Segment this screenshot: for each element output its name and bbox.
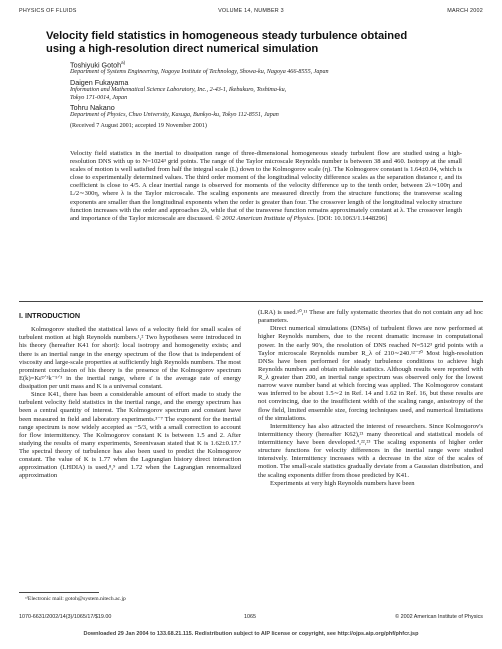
paragraph: Intermittency has also attracted the interest of researchers. Since Kolmogorov's intermittency theory (hereafter K62),²¹ many theoretical and statistical models of intermittency have been developed.⁴,²²,²³ The scaling exponents of higher order structure functions for velocity differences in the inertial range were studied intensively. Intermittency increases with a decrease in the size of the scales of motion. The small-scale statistics gradually deviate from a Gaussian distribution, and the scaling exponents differ from those predicted by K41.: [258, 422, 483, 479]
author-footnote-marker: a): [121, 60, 126, 65]
left-column: [19, 312, 241, 481]
author-name: Daigen Fukayama: [70, 77, 129, 87]
doi: [DOI: 10.1063/1.1448296]: [316, 214, 388, 222]
title-line-2: using a high-resolution direct numerical simulation: [46, 43, 319, 55]
download-notice[interactable]: Downloaded 29 Jan 2004 to 133.68.21.115. Redistribution subject to AIP license or copyright, see http://ojps.aip.org/phf/phfcr.jsp: [83, 631, 419, 637]
author-name: Toshiyuki Gotoh$^{a)}$: [70, 60, 126, 70]
publisher-copyright: © 2002 American Institute of Physics: [395, 614, 483, 620]
author-name: Tohru Nakano: [70, 103, 115, 113]
received-date: (Received 7 August 2001; accepted 19 November 2001): [70, 122, 207, 129]
paragraph: Since K41, there has been a considerable amount of effort made to study the turbulent velocity field statistics in the inertial range, and the energy spectrum has been a central quantity of interest. The Kolmogorov spectrum and constant have been measured in field and laboratory experiments.³⁻⁷ The exponent for the inertial range spectrum is now widely accepted as −5/3, with a small correction to account for flow intermittency. The Kolmogorov constant K is between 1.5 and 2. After studying the results of many experiments, Sreenivasan stated that K is 1.62±0.17.⁷ The spectral theory of turbulence has also been used to predict the Kolmogorov constant. The value of K is 1.77 when the Lagrangian history direct interaction approximation (LHDIA) is used,⁸,⁹ and 1.72 when the Lagrangian renormalized approximation: [19, 391, 241, 480]
paragraph: (LRA) is used.¹⁰,¹¹ These are fully systematic theories that do not contain any ad hoc parameters.: [258, 309, 483, 325]
journal-name: PHYSICS OF FLUIDS: [19, 8, 77, 14]
section-divider: [19, 301, 483, 302]
footnote-email: ᵃ⁾Electronic mail: gotoh@system.nitech.ac.jp: [25, 596, 126, 602]
title-line-1: Velocity field statistics in homogeneous steady turbulence obtained: [46, 30, 408, 42]
author-affiliation: Department of Physics, Chuo University, Kasuga, Bunkyo-ku, Tokyo 112-8551, Japan: [70, 112, 279, 119]
abstract: [70, 150, 462, 223]
copyright-note: © 2002 American Institute of Physics.: [215, 214, 316, 222]
paragraph: Direct numerical simulations (DNSs) of turbulent flows are now performed at higher Reynolds numbers, due to the recent dramatic increase in computational power. In the early 90's, the resolution of DNS reached N=512³ grid points with a Taylor microscale Reynolds number R_λ of 210∼240.¹²⁻²⁰ Most high-resolution DNSs have been performed for steady turbulence conditions to achieve high Reynolds numbers and obtain reliable statistics. Although results were reported with R_λ greater than 200, an inertial range spectrum was observed only for the lowest narrow wave number band at which forcing was applied. The Kolmogorov constant was inferred to be about 1.5∼2 in Ref. 14 and 1.62 in Ref. 16, but these results are not convincing, due to the insufficient width of the scaling range, anisotropy of the flow field, limited ensemble size, forcing techniques used, and numerical limitations of the simulations.: [258, 325, 483, 422]
page-number: 1065: [244, 614, 256, 620]
right-column: [258, 309, 483, 488]
author-block: [70, 58, 470, 130]
section-heading: I. INTRODUCTION: [19, 311, 81, 320]
footnote-divider: [19, 592, 99, 593]
article-code: 1070-6631/2002/14(3)/1065/17/$19.00: [19, 614, 112, 620]
paragraph: Experiments at very high Reynolds numbers have been: [270, 479, 415, 487]
paragraph: Kolmogorov studied the statistical laws of a velocity field for small scales of turbulent motion at high Reynolds numbers.¹,² Two hypotheses were introduced in his theory (hereafter K41 for short): local isotropy and homogeneity exists; and there is an inertial range in the energy spectrum of the flow that is independent of viscosity and large-scale properties at sufficiently high Reynolds numbers. The most prominent conclusion of his theory is the presence of the Kolmogorov spectrum E(k)=Kε̄²ᐟ³k⁻⁵ᐟ³ in the inertial range, where ε̄ is the average rate of energy dissipation per unit mass and K is a universal constant.: [19, 326, 241, 390]
abstract-text: Velocity field statistics in the inertial to dissipation range of three-dimensional homogeneous steady turbulent flow are studied using a high-resolution DNS with up to N=1024³ grid points. The range of the Taylor microscale Reynolds number is between 38 and 460. Isotropy at the small scales of motion is well satisfied from half the integral scale (L) down to the Kolmogorov scale (η). The Kolmogorov constant is 1.64±0.04, which is close to experimentally determined values. The third order moment of the longitudinal velocity difference scales as the separation distance r, and its coefficient is close to 4/5. A clear inertial range is observed for moments of the velocity difference up to the tenth order, between 2λ∼100η and L/2∼300η, where λ is the Taylor microscale. The scaling exponents are measured directly from the structure functions; the transverse scaling exponents are smaller than the longitudinal exponents when the order is greater than four. The crossover length of the longitudinal velocity structure function increases with the order and approaches 2λ, while that of the transverse function remains approximately constant at λ. The crossover length and importance of the Taylor microscale are discussed.: [70, 150, 462, 222]
article-title: [46, 30, 466, 56]
issue-date: MARCH 2002: [447, 8, 483, 14]
author-affiliation: Department of Systems Engineering, Nagoya Institute of Technology, Showa-ku, Nagoya 466-8555, Japan: [70, 69, 329, 76]
running-header: [19, 8, 483, 18]
volume-number: VOLUME 14, NUMBER 3: [218, 8, 284, 14]
author-affiliation: Information and Mathematical Science Laboratory, Inc., 2-43-1, Ikebukuro, Toshima-ku, Tokyo 171-0014, Japan: [70, 86, 287, 101]
page-footer: [19, 614, 483, 622]
